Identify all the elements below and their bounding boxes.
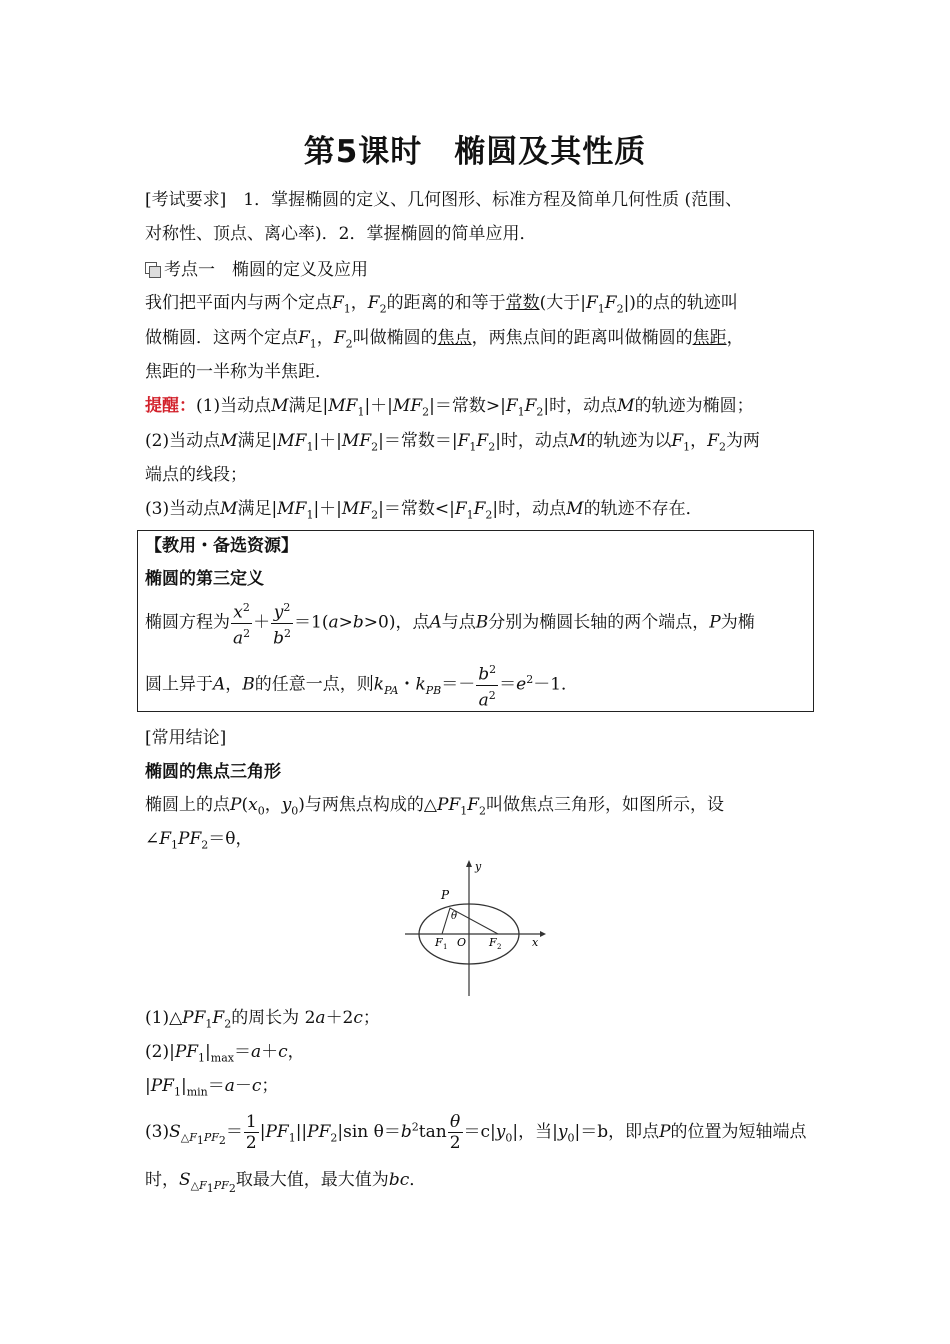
result-line-2: $(2)|PF_1|_{max}=a+c$， [145,1042,305,1065]
tip-line-1: 提醒：(1)当动点M满足$|MF_1|+|MF_2|=$常数$>|F_1F_2|$时，动点M的轨迹为椭圆； [145,396,754,419]
common-line-1: 椭圆上的点$P(x_0$，$y_0$)与两焦点构成的$\triangle PF_1F_2$叫做焦点三角形，如图所示，设 [145,795,725,818]
result-line-4: $(3)S_{\triangle F_1PF_2}=$ $\frac{1}{2}$ $|PF_1||PF_2|\sin$ $\theta=b^2\tan$ $\frac{\theta}{2}$ $=c|y_0|$，当$|y_0|=b$，即点P的位置为短轴端点 [145,1112,807,1153]
fraction-y2-b2: $\frac{y^2}{b^2}$ [271,598,293,648]
tip-line-2: (2)当动点M满足$|MF_1|+|MF_2|=$常数$=|F_1F_2|$时，动点M的轨迹为以$F_1$，$F_2$为两 [145,431,760,454]
page-title: 第5课时 椭圆及其性质 [303,134,647,170]
definition-line-1: 我们把平面内与两个定点$F_1$，$F_2$的距离的和等于常数(大于$|F_1F_2|$)的点的轨迹叫 [145,293,738,316]
requirements-text-1: 1．掌握椭圆的定义、几何图形、标准方程及简单几何性质 (范围、 [226,190,743,210]
label-O: O [457,936,467,949]
fraction-x2-a2: $\frac{x^2}{a^2}$ [231,598,252,648]
underlined-term-focus: 焦点 [437,328,472,348]
definition-line-2: 做椭圆．这两个定点$F_1$，$F_2$叫做椭圆的焦点，两焦点间的距离叫做椭圆的焦距， [145,328,744,351]
common-label: [常用结论] [145,728,227,748]
label-P: P [441,888,450,902]
label-theta: θ [451,911,458,922]
result-line-3: $|PF_1|_{min}=a-c$； [145,1076,279,1099]
svg-text:2: 2 [497,943,502,951]
box-subtitle: 椭圆的第三定义 [145,569,264,589]
ellipse-focal-triangle-figure [405,858,550,996]
result-line-5: 时，$S_{\triangle F_1PF_2}$取最大值，最大值为bc． [145,1170,427,1196]
fraction-theta-half: $\frac{\theta}{2}$ [449,1112,461,1153]
common-heading: 椭圆的焦点三角形 [145,762,281,782]
underlined-term-focal-distance: 焦距 [692,328,727,348]
label-x: x [532,936,539,949]
underlined-term-constant: 常数 [505,293,540,313]
requirements-label: [考试要求] [145,190,227,210]
requirements-line-1 [145,190,742,210]
svg-text:1: 1 [443,943,448,951]
tip-line-3: (3)当动点M满足$|MF_1|+|MF_2|=$常数$<|F_1F_2|$时，动点M的轨迹不存在． [145,499,703,522]
label-F1: F [435,936,443,949]
tip-label: 提醒： [145,396,196,416]
label-F2: F [489,936,497,949]
common-line-2: $\angle F_1PF_2=\theta$， [145,829,253,852]
section-marker-icon [145,262,160,277]
section-heading-1 [145,260,368,280]
label-y: y [475,860,482,873]
section-heading-text: 考点一 椭圆的定义及应用 [164,260,368,280]
box-line-2: 圆上异于A，B的任意一点，则$k_{PA}$・$k_{PB}=-$ $\frac{b^2}{a^2}$ $=e^2-1$． [145,660,578,710]
tip-line-2b: 端点的线段； [145,465,247,485]
box-line-1: 椭圆方程为 $\frac{x^2}{a^2}$ ＋ $\frac{y^2}{b^2}$ ＝1(a>b>0)，点A与点B分别为椭圆长轴的两个端点，P为椭 [145,598,755,648]
x-axis-arrow-icon [540,931,546,937]
fraction-one-half: $\frac{1}{2}$ [245,1112,257,1153]
box-header: 【教用・备选资源】 [145,536,298,556]
result-line-1: $(1)\triangle PF_1F_2$的周长为 2a＋2c； [145,1008,380,1031]
requirements-line-2: 对称性、顶点、离心率)．2．掌握椭圆的简单应用． [145,224,537,244]
definition-line-3: 焦距的一半称为半焦距． [145,362,332,382]
y-axis-arrow-icon [466,860,472,867]
fraction-b2-a2: $\frac{b^2}{a^2}$ [476,660,498,710]
